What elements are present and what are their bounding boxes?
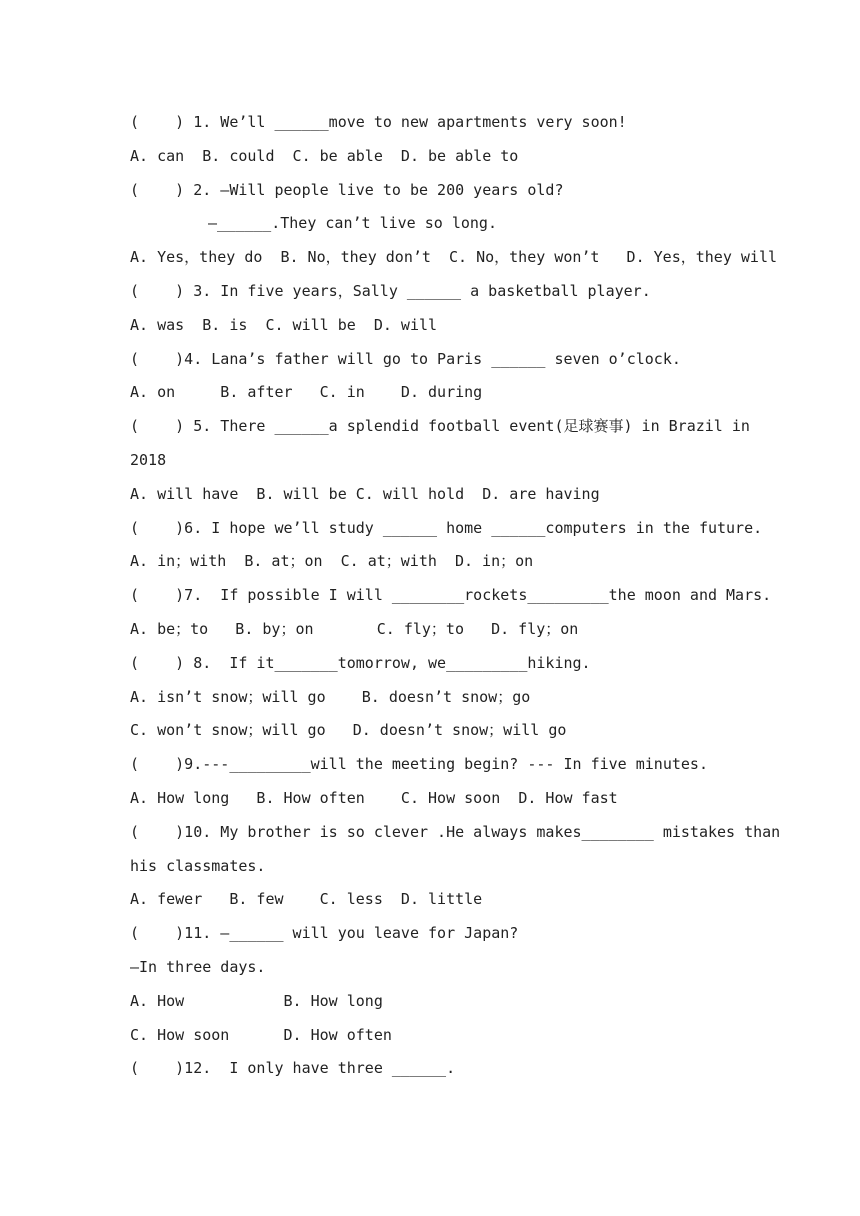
options-11-row-2: C. How soon D. How often (130, 1025, 392, 1044)
question-5: ( ) 5. There ______a splendid football event(足球赛事) in Brazil in (130, 417, 750, 436)
question-8: ( ) 8. If it_______tomorrow, we_________hiking. (130, 653, 591, 672)
options-1: A. can B. could C. be able D. be able to (130, 146, 519, 165)
question-7: ( )7. If possible I will ________rockets_________the moon and Mars. (130, 586, 772, 605)
options-8-row-2: C. won’t snow；will go D. doesn’t snow；will go (130, 721, 567, 740)
question-2-reply: —______.They can’t live so long. (208, 214, 497, 233)
options-3: A. was B. is C. will be D. will (130, 315, 438, 334)
question-3: ( ) 3. In five years，Sally ______ a basketball player. (130, 281, 651, 300)
question-11: ( )11. —______ will you leave for Japan? (130, 924, 519, 943)
question-6: ( )6. I hope we’ll study ______ home ______computers in the future. (130, 518, 763, 537)
options-10: A. fewer B. few C. less D. little (130, 890, 483, 909)
question-1: ( ) 1. We’ll ______move to new apartments very soon! (130, 113, 627, 131)
question-11-reply: —In three days. (130, 957, 266, 976)
question-10: ( )10. My brother is so clever .He always makes________ mistakes than (130, 822, 781, 841)
question-12: ( )12. I only have three ______. (130, 1059, 456, 1078)
options-6: A. in；with B. at；on C. at；with D. in；on (130, 552, 534, 571)
question-2: ( ) 2. —Will people live to be 200 years old? (130, 180, 564, 199)
options-9: A. How long B. How often C. How soon D. How fast (130, 788, 618, 807)
question-lines (130, 107, 781, 1087)
question-10-continued: his classmates. (130, 856, 266, 875)
options-7: A. be；to B. by；on C. fly；to D. fly；on (130, 619, 579, 638)
options-5: A. will have B. will be C. will hold D. are having (130, 484, 600, 503)
question-9: ( )9.---_________will the meeting begin? --- In five minutes. (130, 755, 708, 774)
options-11-row-1: A. How B. How long (130, 991, 383, 1010)
question-4: ( )4. Lana’s father will go to Paris ______ seven o’clock. (130, 349, 681, 368)
options-8-row-1: A. isn’t snow；will go B. doesn’t snow；go (130, 687, 531, 706)
options-2: A. Yes，they do B. No，they don’t C. No，they won’t D. Yes，they will (130, 248, 777, 267)
question-5-continued: 2018 (130, 450, 167, 469)
options-4: A. on B. after C. in D. during (130, 383, 483, 402)
